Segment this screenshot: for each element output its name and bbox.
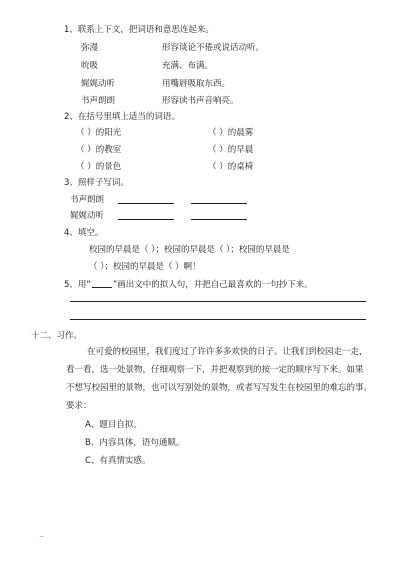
section12-req: A、题目自拟。 xyxy=(85,420,142,430)
q2-blank: （ ）的早晨 xyxy=(208,145,254,155)
q4-title: 4、填空。 xyxy=(64,228,104,238)
section12-para: 在可爱的校园里，我们度过了许许多多欢快的日子。让我们到校园走一走， xyxy=(87,347,368,357)
q1-meaning: 用嘴唇吸取东西。 xyxy=(162,79,231,89)
q3-answer-line xyxy=(191,219,247,220)
q1-word: 弥漫 xyxy=(81,43,99,53)
q2-blank: （ ）的阳光 xyxy=(76,128,122,138)
section12-req-label: 要求： xyxy=(66,401,92,411)
q1-word: 娓娓动听 xyxy=(81,79,116,89)
q1-word: 吮吸 xyxy=(81,61,99,71)
q1-meaning: 形容读书声音响亮。 xyxy=(162,96,239,106)
q4-line: （ ）；校园的早晨是（ ）啊！ xyxy=(89,262,201,272)
q3-word: 娓娓动听 xyxy=(70,211,105,221)
q5-answer-line xyxy=(70,301,366,302)
q3-answer-line xyxy=(118,203,174,204)
q2-title: 2、在括号里填上适当的词语。 xyxy=(64,112,180,122)
q2-blank: （ ）的教室 xyxy=(76,145,122,155)
q5-title: 5、用“ ”画出文中的拟人句，并把自己最喜欢的一句抄下来。 xyxy=(64,280,313,290)
q3-answer-line xyxy=(191,203,247,204)
q1-title: 1、联系上下文，把词语和意思连起来。 xyxy=(64,25,214,35)
q3-title: 3、照样子写词。 xyxy=(64,178,129,188)
q5-answer-line xyxy=(70,319,366,320)
q2-blank: （ ）的景色 xyxy=(76,162,122,172)
section12-para: 不想写校园里的景物，也可以写别处的景物，或者写写发生在校园里的难忘的事。 xyxy=(66,383,373,393)
footer-mark: -- xyxy=(40,533,45,540)
q5-underline-sample xyxy=(92,281,112,288)
q1-word: 书声朗朗 xyxy=(81,96,116,106)
q1-meaning: 形容谈论不倦或说话动听。 xyxy=(162,43,265,53)
section12-para: 看一看，选一处景物，仔细观察一下，并把观察到的按一定的顺序写下来。如果 xyxy=(66,365,364,375)
q1-meaning: 充满、布满。 xyxy=(162,61,214,71)
section12-req: B、内容具体，语句通顺。 xyxy=(85,438,185,448)
q2-blank: （ ）的晨雾 xyxy=(208,128,254,138)
q3-word: 书声朗朗 xyxy=(70,195,105,205)
q3-answer-line xyxy=(118,219,174,220)
section12-req: C、有真情实感。 xyxy=(85,456,151,466)
q4-line: 校园的早晨是（ ）；校园的早晨是（ ）；校园的早晨是 xyxy=(89,245,290,255)
section12-heading: 十二、习作。 xyxy=(31,331,83,341)
q2-blank: （ ）的桌椅 xyxy=(208,162,254,172)
